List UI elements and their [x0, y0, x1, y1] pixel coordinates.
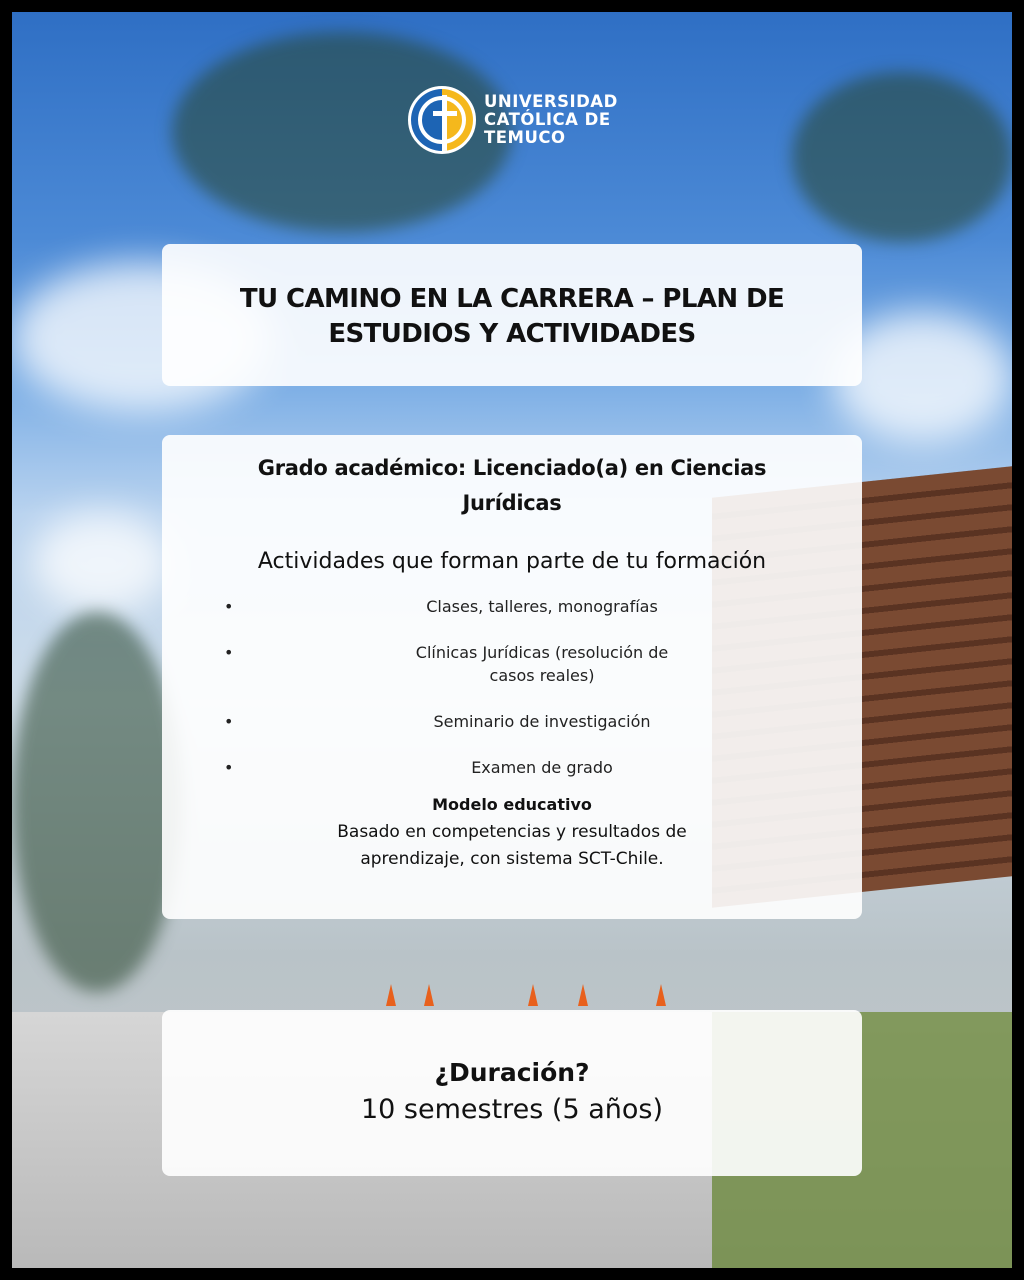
program-card	[162, 435, 862, 919]
duration-value: 10 semestres (5 años)	[360, 1094, 664, 1125]
background-cloud	[32, 512, 172, 612]
model-title: Modelo educativo	[432, 795, 592, 814]
logo-line: TEMUCO	[484, 128, 566, 147]
degree-heading: Grado académico: Licenciado(a) en Ciencias Jurídicas	[257, 456, 767, 515]
list-item: • Clínicas Jurídicas (resolución de casos reales)	[392, 641, 692, 687]
traffic-cone	[386, 984, 396, 1006]
university-emblem-icon	[408, 86, 476, 154]
traffic-cone	[578, 984, 588, 1006]
logo-line: CATÓLICA DE	[484, 110, 611, 129]
list-item: • Clases, talleres, monografías	[392, 595, 692, 618]
activities-heading: Actividades que forman parte de tu formación	[257, 549, 767, 574]
background-tree	[792, 72, 1012, 242]
activities-list	[162, 595, 862, 779]
duration-question: ¿Duración?	[434, 1058, 590, 1087]
traffic-cone	[656, 984, 666, 1006]
list-item: • Seminario de investigación	[392, 710, 692, 733]
logo-line: UNIVERSIDAD	[484, 92, 618, 111]
title-card	[162, 244, 862, 386]
page-title: TU CAMINO EN LA CARRERA – PLAN DE ESTUDIOS Y ACTIVIDADES	[239, 284, 785, 349]
poster-frame	[12, 12, 1012, 1268]
background-tree	[12, 612, 182, 992]
university-logo	[408, 86, 618, 154]
university-name	[484, 93, 618, 147]
list-item: • Examen de grado	[392, 756, 692, 779]
traffic-cone	[528, 984, 538, 1006]
model-text: Basado en competencias y resultados de aprendizaje, con sistema SCT-Chile.	[337, 822, 687, 869]
duration-card	[162, 1010, 862, 1176]
traffic-cone	[424, 984, 434, 1006]
